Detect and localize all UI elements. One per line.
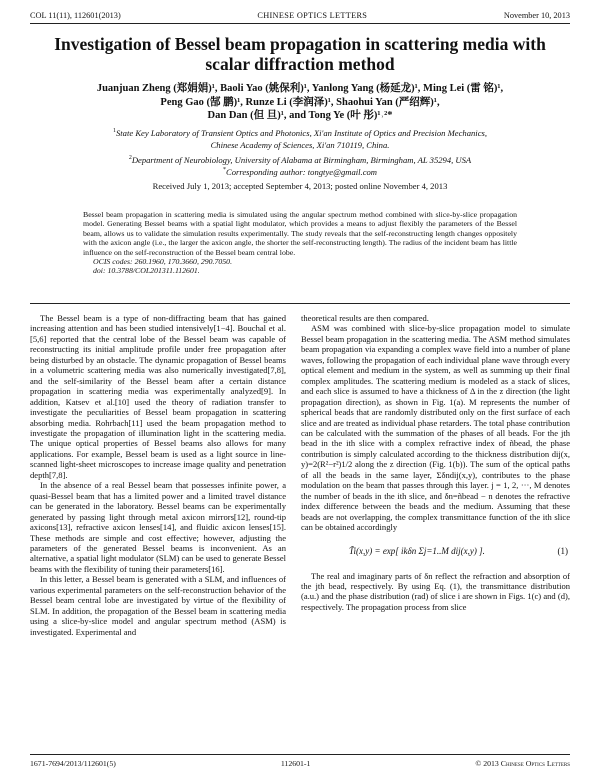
footer-issn: 1671-7694/2013/112601(5) [30, 758, 116, 768]
affiliation-2: $^2$Department of Neurobiology, University of Alabama at Birmingham, Birmingham, AL 35294, USA [128, 155, 472, 165]
received-dates: Received July 1, 2013; accepted September 4, 2013; posted online November 4, 2013 [152, 181, 448, 191]
paragraph: The real and imaginary parts of δn reflect the refraction and absorption of the jth bead, respectively. By using Eq. (1), the transmittance distribution (a.u.) and the phase distribution (rad) of slice i are shown in Figs. 1(c) and (d), respectively. The propagation process from slice [301, 570, 570, 612]
equation-number: (1) [557, 546, 568, 557]
paragraph: In this letter, a Bessel beam is generated with a SLM, and influences of various experimental parameters on the self-reconstruction behavior of the Bessel beam central lobe are investigated by virtue of the flexibility of SLM. In addition, the propagation of the Bessel beam in scattering media using a slice-by-slice model and angular spectrum method (ASM) is investigated. Experimental and [30, 574, 286, 637]
footer-copyright: © 2013 Chinese Optics Letters [475, 758, 570, 768]
abstract [83, 210, 517, 276]
equation-1 [301, 539, 570, 565]
abstract-text: Bessel beam propagation in scattering media is simulated using the angular spectrum method combined with slice-by-slice propagation model. Generating Bessel beams with a spatial light modulator, which provides a means to adjust flexibly the parameters of the Bessel beam, allows us to validate the simulation results experimentally. The study reveals that the self-reconstructing length changes oppositely with the axicon angle (i.e., the larger the axicon angle, the shorter the self-reconstructing length). The radius of the incident beam has little influence on the self-reconstruction of the Bessel beam central lobe. [83, 210, 517, 257]
author-line-3: Dan Dan (但 旦)¹, and Tong Ye (叶 彤)¹˒²* [207, 110, 393, 121]
header-date: November 10, 2013 [503, 10, 570, 20]
corresponding-author: *Corresponding author: tongtye@gmail.com [222, 166, 378, 177]
paragraph: theoretical results are then compared. [301, 313, 429, 323]
equation-formula: T̃i(x,y) = exp[ ikδn Σj=1..M dij(x,y) ]. [349, 546, 485, 557]
page-footer [30, 757, 570, 769]
header-rule [30, 23, 570, 24]
author-line-1: Juanjuan Zheng (郑娟娟)¹, Baoli Yao (姚保利)¹, Yanlong Yang (杨延龙)¹, Ming Lei (雷 铭)¹, [96, 83, 504, 94]
running-header [30, 8, 570, 22]
doi: doi: 10.3788/COL201311.112601. [93, 266, 200, 276]
paragraph: The Bessel beam is a type of non-diffracting beam that has gained increasing attention and has been studied intensively[1−4]. Bouchal et al.[5,6] reported that the central lobe of the Bessel beam was capable of reconstructing its initial amplitude profile under free propagation after being disturbed by an obstacle. The dynamic propagation of Bessel beams in a volumetric scattering media was also numerically investigated[7,8], and the self-similarity of the Bessel beam after a certain distance propagation in scattering media was experimentally analyzed[9]. In addition, Katsev et al.[10] used the theory of radiation transfer to investigate the peculiarities of Bessel beam propagation in scattering absorbing media. Rohrbach[11] used the beam propagation method to investigate the propagation of illumination light in the scattering media. The unique optical properties of Bessel beams also allows for many applications. For example, Bessel beam is used as a light source in line-scanned light-sheet microscopes to increase image quality and penetration depth[7,8]. [30, 313, 286, 480]
footer-rule [30, 754, 570, 755]
affiliation-1-line-2: Chinese Academy of Sciences, Xi'an 710119, China. [210, 139, 390, 150]
author-list [70, 82, 530, 123]
body-column-left [30, 313, 286, 637]
header-journal-name: CHINESE OPTICS LETTERS [257, 10, 368, 20]
author-line-2: Peng Gao (郜 鹏)¹, Runze Li (李润泽)¹, Shaohui Yan (严绍辉)¹, [160, 96, 440, 108]
affiliations [40, 128, 560, 178]
paper-title: Investigation of Bessel beam propagation in scattering media with scalar diffraction method [54, 34, 546, 74]
ocis-codes: OCIS codes: 260.1960, 170.3660, 290.7050. [93, 257, 233, 267]
body-column-right [301, 313, 570, 612]
affiliation-1-line-1: $^1$State Key Laboratory of Transient Optics and Photonics, Xi'an Institute of Optics and Precision Mechanics, [112, 128, 488, 138]
footer-page-number: 112601-1 [280, 758, 311, 768]
header-journal-ref: COL 11(11), 112601(2013) [30, 10, 121, 20]
abstract-rule [30, 303, 570, 304]
paragraph: ASM was combined with slice-by-slice propagation model to simulate Bessel beam propagation in the scattering media. The ASM method simulates beam propagation via expanding a complex wave field into a number of plane waves, following the propagation of each individual plane wave through every optical element and medium in the system, as well as summing up their final complex amplitudes. The scattering medium is modeled as a stack of slices, and each slice is assumed to have a thickness of Δ in the z direction (the light propagation direction), as shown in Fig. 1(a). M represents the number of spherical beads that are randomly distributed only on the first surface of each slice and are treated as individual phase retarders. The total phase contribution can be calculated with the summation of the phases of all beads. For the jth bead in the ith slice with a complex refractive index of ñbead, the phase contribution is simply calculated according to the thickness distribution dij(x, y)=2(R²−r²)1/2 along the z direction (Fig. 1(b)). The sum of the optical paths of all the beads in the same layer, Σδndij(x,y), contributes to the phase modulation on the beam that passes through this layer. j = 1, 2, ···, M denotes the number of beads in the ith slice, and δn=ñbead − n denotes the refractive index difference between the beads and the medium. Assuming that these beads are not overlapping, the complex transmittance function of the ith slice can be obtained accordingly [301, 323, 570, 533]
paragraph: In the absence of a real Bessel beam that possesses infinite power, a quasi-Bessel beam that has a limited power and a limited travel distance can be generated in the laboratory. Bessel beams can be experimentally generated by passing light through metal axicon mirrors[12], round-tip axicons[13], refractive axicon lenses[14], and fluidic axicon lenses[15]. These methods are simple and cost effective; however, adjusting the parameters of the generated Bessel beams is inconvenient. As an alternative, a spatial light modulator (SLM) can be used to generate Bessel beams with the flexibility of tuning their parameters[16]. [30, 480, 286, 574]
